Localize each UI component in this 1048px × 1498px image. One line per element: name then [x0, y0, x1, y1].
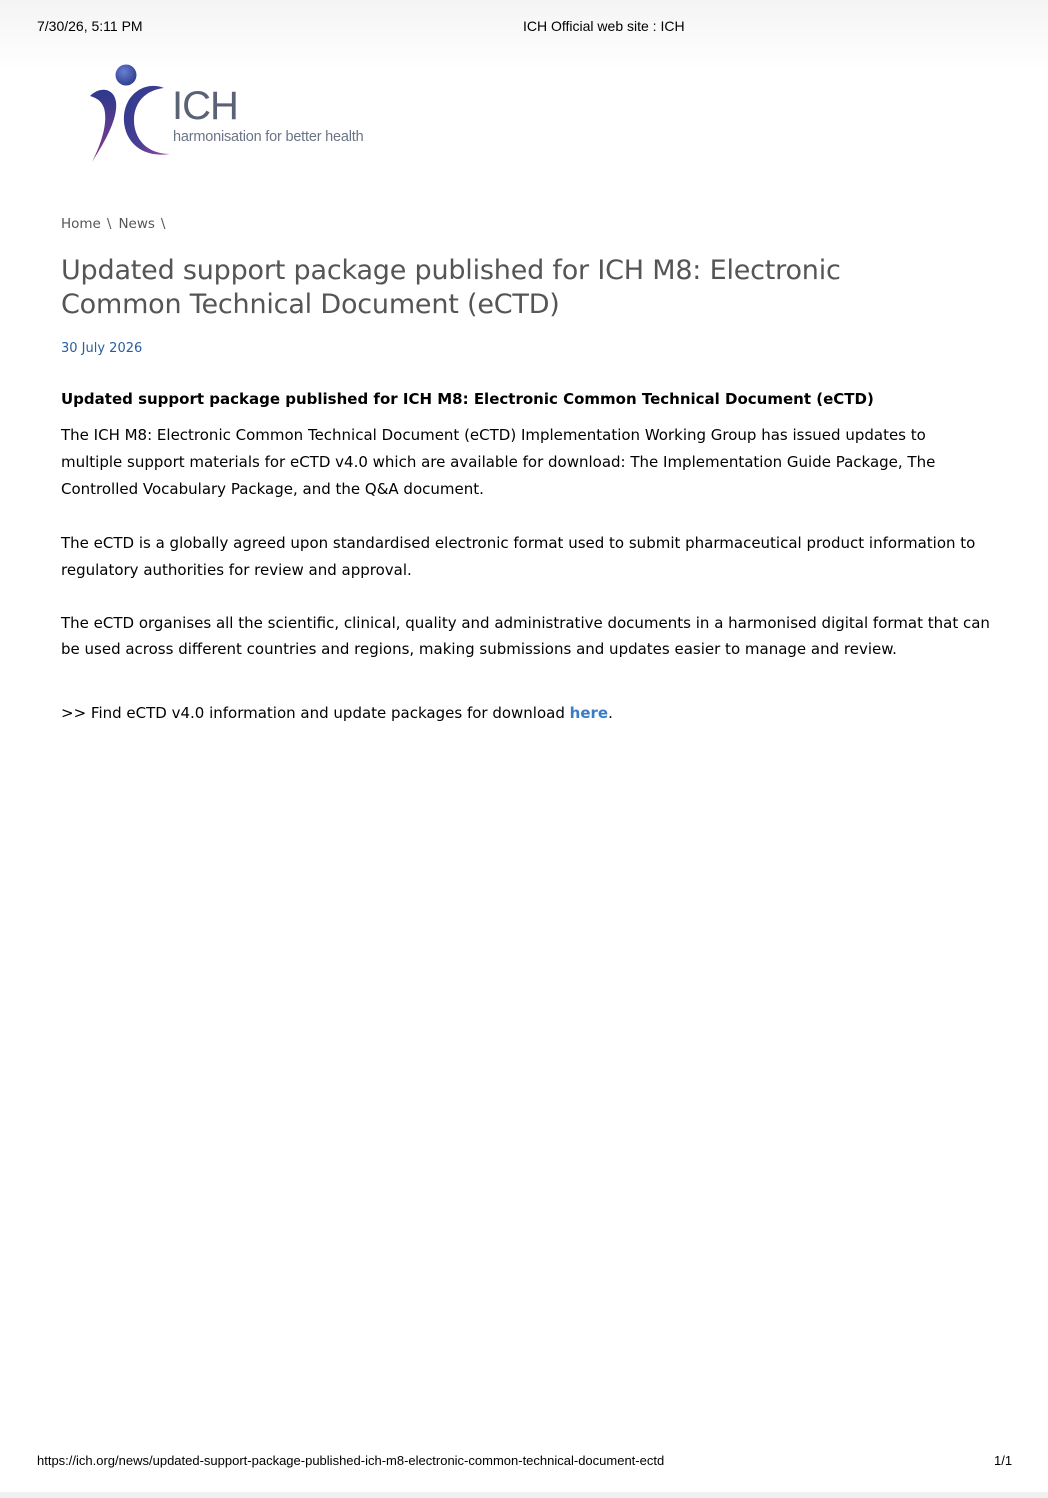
page-title: Updated support package published for ICH M8: Electronic Common Technical Document (eCTD)	[61, 255, 841, 320]
logo-wordmark: ICH	[172, 84, 238, 128]
download-cta	[61, 700, 991, 727]
download-cta-suffix: .	[608, 704, 613, 722]
ich-figure-logo-icon	[86, 62, 170, 166]
post-date: 30 July 2026	[61, 341, 143, 356]
print-url: https://ich.org/news/updated-support-package-published-ich-m8-electronic-common-technical-document-ectd	[37, 1453, 665, 1468]
print-page-title: ICH Official web site : ICH	[523, 18, 685, 34]
page-bottom-edge	[0, 1492, 1048, 1498]
article-body	[61, 388, 991, 727]
breadcrumb-separator: \	[160, 216, 166, 232]
download-cta-text: >> Find eCTD v4.0 information and update packages for download	[61, 704, 570, 722]
article-paragraph: The eCTD organises all the scientific, clinical, quality and administrative documents in a harmonised digital format that can be used across different countries and regions, making submissions and updates easier to manage and review.	[61, 614, 990, 658]
logo-tagline: harmonisation for better health	[173, 129, 364, 145]
breadcrumb-separator: \	[106, 216, 112, 232]
article-paragraph: The eCTD is a globally agreed upon standardised electronic format used to submit pharmaceutical product information to regulatory authorities for review and approval.	[61, 534, 976, 579]
print-footer	[0, 1453, 1048, 1473]
breadcrumb-news[interactable]: News	[118, 216, 155, 232]
ich-logo[interactable]	[86, 62, 386, 166]
download-here-link[interactable]: here	[569, 704, 609, 722]
print-page-count: 1/1	[994, 1453, 1013, 1468]
article-paragraph: The ICH M8: Electronic Common Technical Document (eCTD) Implementation Working Group has issued updates to multiple support materials for eCTD v4.0 which are available for download: The Implementation Guide Package, The Controlled Vocabulary Package, and the Q&A document.	[61, 426, 936, 498]
breadcrumb-home[interactable]: Home	[61, 216, 101, 232]
breadcrumb	[61, 216, 172, 232]
print-header	[0, 18, 1048, 38]
print-datetime: 7/30/26, 5:11 PM	[37, 18, 143, 34]
article-subhead: Updated support package published for ICH M8: Electronic Common Technical Document (eCTD)	[61, 390, 874, 408]
